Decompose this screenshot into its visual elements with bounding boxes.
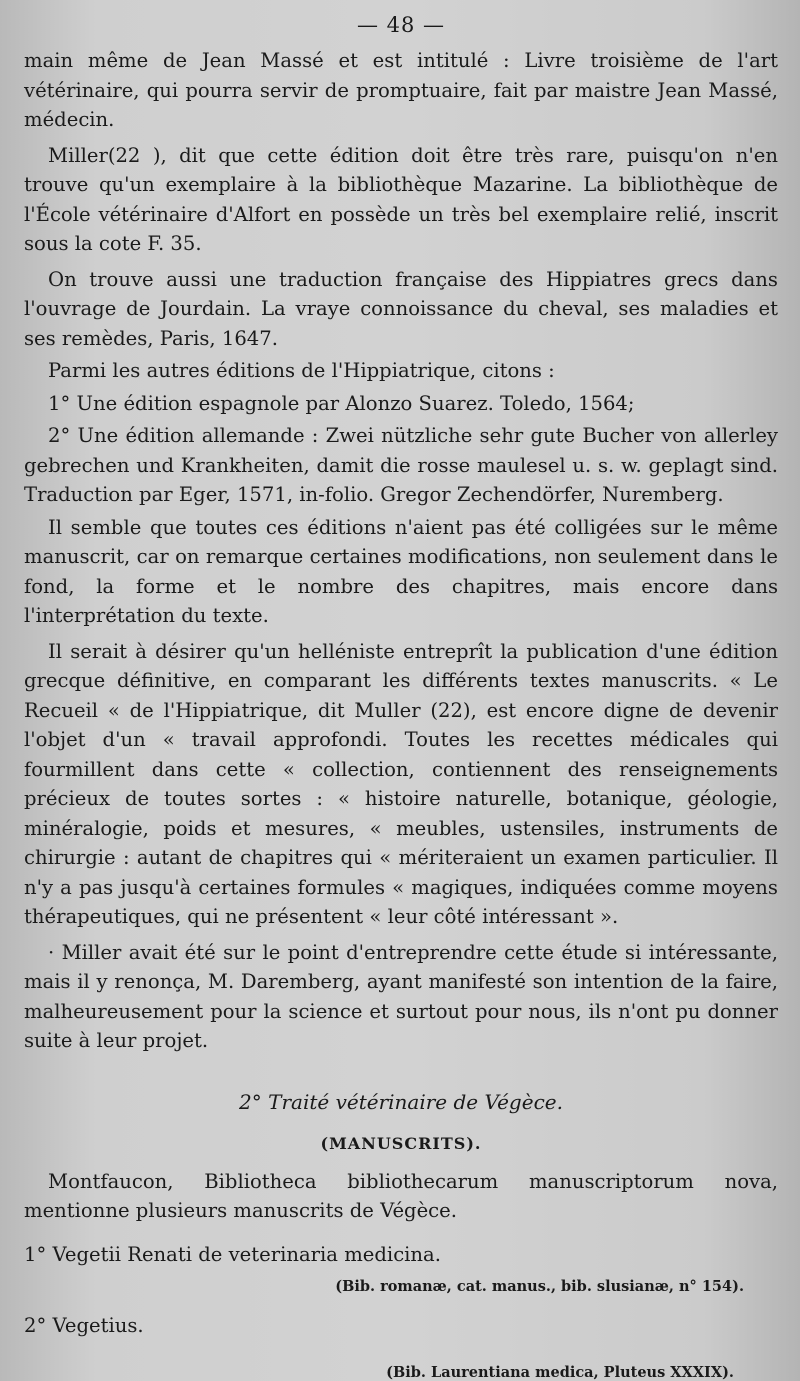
- page-number: — 48 —: [356, 13, 446, 37]
- manuscript-reference-1: (Bib. romanæ, cat. manus., bib. slusianæ, n° 154).: [335, 1278, 744, 1295]
- list-item-spanish-edition: 1° Une édition espagnole par Alonzo Suarez. Toledo, 1564;: [48, 391, 635, 415]
- paragraph-collation: Il semble que toutes ces éditions n'aient pas été colligées sur le même manuscrit, car on remarque certaines modifications, non seulement dans le fond, la forme et le nombre des chapitres, mais encore dans l'interprétation du texte.: [24, 515, 778, 627]
- manuscript-item-1: 1° Vegetii Renati de veterinaria medicina.: [24, 1242, 441, 1266]
- paragraph-title-continuation: main même de Jean Massé et est intitulé : Livre troisième de l'art vétérinaire, qui pourra servir de promptuaire, fait par maistre Jean Massé, médecin.: [24, 49, 778, 131]
- section-heading: 2° Traité vétérinaire de Végèce.: [239, 1089, 563, 1114]
- list-item-german-edition: 2° Une édition allemande : Zwei nützliche sehr gute Bucher von allerley gebrechen und Krankheiten, damit die rosse maulesel u. s. w. geplagt sind. Traduction par Eger, 1571, in-folio. Gregor Zechendörfer, Nuremberg.: [24, 424, 778, 506]
- paragraph-other-editions: Parmi les autres éditions de l'Hippiatrique, citons :: [48, 359, 555, 382]
- section-subheading: (MANUSCRITS).: [320, 1133, 482, 1153]
- manuscript-item-2: 2° Vegetius.: [24, 1314, 144, 1337]
- paragraph-miller-rarity: Miller(22 ), dit que cette édition doit être très rare, puisqu'on n'en trouve qu'un exemplaire à la bibliothèque Mazarine. La bibliothèque de l'École vétérinaire d'Alfort en possède un très bel exemplaire relié, inscrit sous la cote F. 35.: [24, 143, 778, 255]
- manuscript-reference-2: (Bib. Laurentiana medica, Pluteus XXXIX).: [386, 1363, 734, 1381]
- paragraph-montfaucon: Montfaucon, Bibliotheca bibliothecarum manuscriptorum nova, mentionne plusieurs manuscrits de Végèce.: [24, 1169, 778, 1222]
- paragraph-french-translation: On trouve aussi une traduction française des Hippiatres grecs dans l'ouvrage de Jourdain. La vraye connoissance du cheval, ses maladies et ses remèdes, Paris, 1647.: [24, 267, 778, 350]
- paragraph-daremberg: · Miller avait été sur le point d'entreprendre cette étude si intéressante, mais il y renonça, M. Daremberg, ayant manifesté son intention de la faire, malheureusement pour la science et surtout pour nous, ils n'ont pu donner suite à leur projet.: [24, 940, 778, 1052]
- paragraph-hellenist-quote: Il serait à désirer qu'un helléniste entreprît la publication d'une édition grecque définitive, en comparant les différents textes manuscrits. « Le Recueil « de l'Hippiatrique, dit Muller (22), est encore digne de devenir l'objet d'un « travail approfondi. Toutes les recettes médicales qui fourmillent dans cette « collection, contiennent des renseignements précieux de toutes sortes : « histoire naturelle, botanique, géologie, minéralogie, poids et mesures, « meubles, ustensiles, instruments de chirurgie : autant de chapitres qui « mériteraient un examen particulier. Il n'y a pas jusqu'à certaines formules « magiques, indiquées comme moyens thérapeutiques, qui ne présentent « leur côté intéressant ».: [24, 639, 778, 928]
